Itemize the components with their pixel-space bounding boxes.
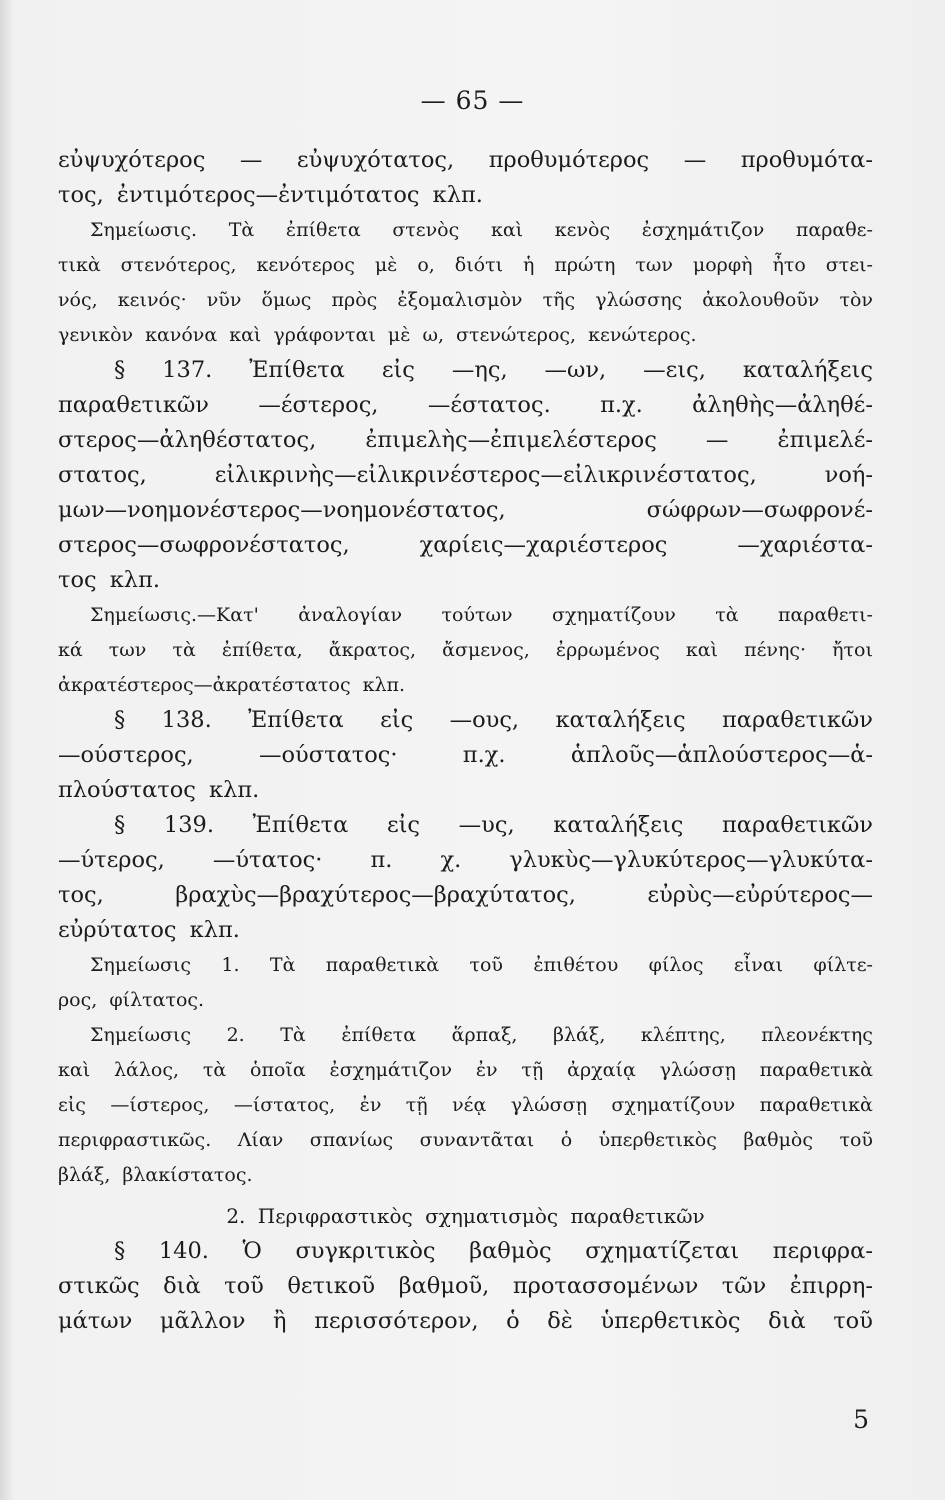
text-line: στερος—σωφρονέστατος, χαρίεις—χαριέστερος —χαριέστα- xyxy=(58,532,873,558)
text-line: 2. Περιφραστικὸς σχηματισμὸς παραθετικῶν xyxy=(226,1204,705,1228)
text-line: ρος, φίλτατος. xyxy=(58,989,205,1011)
text-line: εὐψυχότερος — εὐψυχότατος, προθυμότερος — προθυμότα- xyxy=(58,147,873,173)
text-line: § 140. Ὁ συγκριτικὸς βαθμὸς σχηματίζεται περιφρα- xyxy=(114,1238,873,1264)
text-line: στικῶς διὰ τοῦ θετικοῦ βαθμοῦ, προτασσομένων τῶν ἐπιρρη- xyxy=(58,1273,873,1299)
text-line: νός, κεινός· νῦν ὅμως πρὸς ἐξομαλισμὸν τῆς γλώσσης ἀκολουθοῦν τὸν xyxy=(58,289,873,311)
text-line: τος, ἐντιμότερος—ἐντιμότατος κλπ. xyxy=(58,182,483,208)
text-line: § 137. Ἐπίθετα εἰς —ης, —ων, —εις, καταλήξεις xyxy=(114,357,873,383)
signature-mark: 5 xyxy=(853,1405,869,1434)
text-line: Σημείωσις.—Κατ' ἀναλογίαν τούτων σχηματίζουν τὰ παραθετι- xyxy=(90,604,873,626)
text-line: παραθετικῶν —έστερος, —έστατος. π.χ. ἀληθὴς—ἀληθέ- xyxy=(58,392,873,418)
body-text xyxy=(58,143,873,1339)
text-line: πλούστατος κλπ. xyxy=(58,777,260,803)
text-line: Σημείωσις. Τὰ ἐπίθετα στενὸς καὶ κενὸς ἐσχημάτιζον παραθε- xyxy=(90,219,873,241)
text-line: ἀκρατέστερος—ἀκρατέστατος κλπ. xyxy=(58,674,406,696)
text-line: μων—νοημονέστερος—νοημονέστατος, σώφρων—σωφρονέ- xyxy=(58,497,873,523)
text-line: στερος—ἀληθέστατος, ἐπιμελὴς—ἐπιμελέστερος — ἐπιμελέ- xyxy=(58,427,873,453)
text-line: —ούστερος, —ούστατος· π.χ. ἁπλοῦς—ἁπλούστερος—ἁ- xyxy=(58,742,873,768)
text-line: § 139. Ἐπίθετα εἰς —υς, καταλήξεις παραθετικῶν xyxy=(114,812,873,838)
text-line: § 138. Ἐπίθετα εἰς —ους, καταλήξεις παραθετικῶν xyxy=(114,707,873,733)
text-line: Σημείωσις 2. Τὰ ἐπίθετα ἅρπαξ, βλάξ, κλέπτης, πλεονέκτης xyxy=(90,1024,873,1046)
text-line: μάτων μᾶλλον ἢ περισσότερον, ὁ δὲ ὑπερθετικὸς διὰ τοῦ xyxy=(58,1308,873,1334)
text-line: τος κλπ. xyxy=(58,567,161,593)
text-line: στατος, εἰλικρινὴς—εἰλικρινέστερος—εἰλικρινέστατος, νοή- xyxy=(58,462,873,488)
text-line: καὶ λάλος, τὰ ὁποῖα ἐσχημάτιζον ἐν τῇ ἀρχαίᾳ γλώσσῃ παραθετικὰ xyxy=(58,1059,873,1081)
text-line: —ύτερος, —ύτατος· π. χ. γλυκὺς—γλυκύτερος—γλυκύτα- xyxy=(58,847,873,873)
page-number: — 65 — xyxy=(420,86,525,115)
text-line: εἰς —ίστερος, —ίστατος, ἐν τῇ νέᾳ γλώσσῃ σχηματίζουν παραθετικὰ xyxy=(58,1094,873,1116)
text-line: κά των τὰ ἐπίθετα, ἄκρατος, ἄσμενος, ἐρρωμένος καὶ πένης· ἤτοι xyxy=(58,639,873,661)
text-line: τος, βραχὺς—βραχύτερος—βραχύτατος, εὐρὺς—εὐρύτερος— xyxy=(58,882,873,908)
text-line: βλάξ, βλακίστατος. xyxy=(58,1164,253,1186)
text-line: γενικὸν κανόνα καὶ γράφονται μὲ ω, στενώτερος, κενώτερος. xyxy=(58,324,697,346)
text-line: εὐρύτατος κλπ. xyxy=(58,917,240,943)
text-line: Σημείωσις 1. Τὰ παραθετικὰ τοῦ ἐπιθέτου φίλος εἶναι φίλτε- xyxy=(90,954,873,976)
text-line: τικὰ στενότερος, κενότερος μὲ ο, διότι ἡ πρώτη των μορφὴ ἦτο στει- xyxy=(58,254,873,276)
text-line: περιφραστικῶς. Λίαν σπανίως συναντᾶται ὁ ὑπερθετικὸς βαθμὸς τοῦ xyxy=(58,1129,873,1151)
